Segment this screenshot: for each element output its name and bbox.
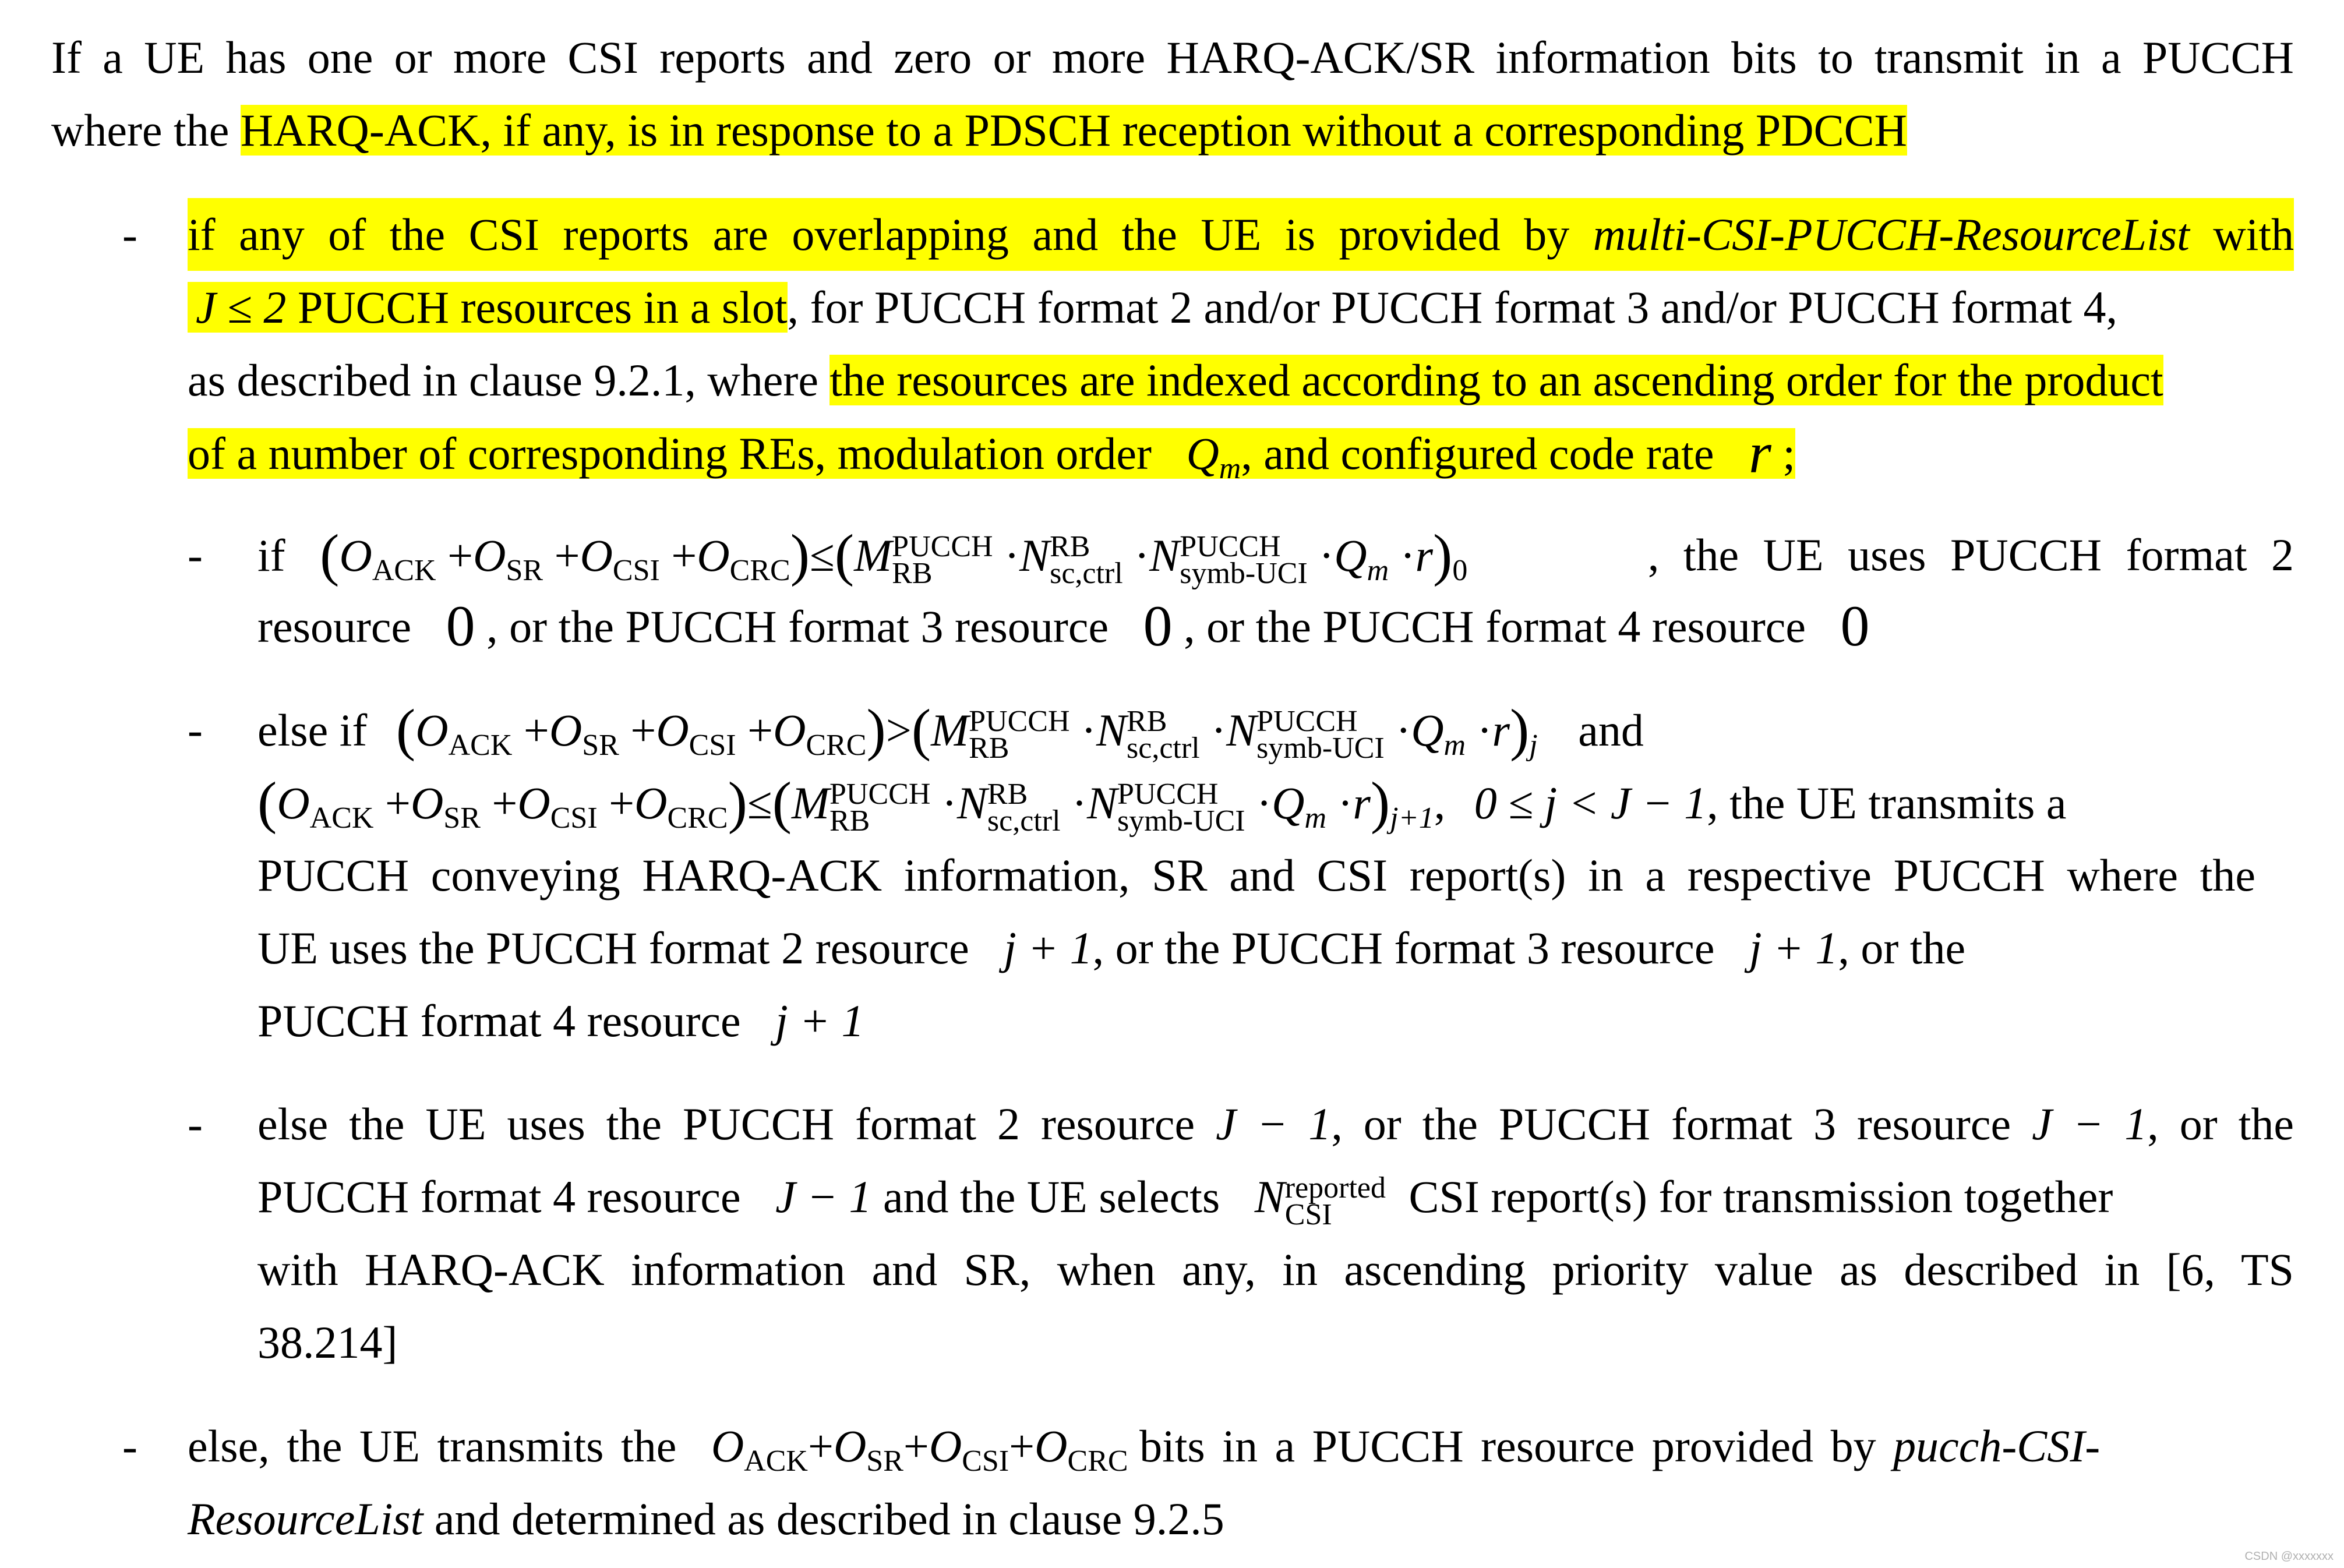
dot: · bbox=[941, 778, 957, 828]
n-symbol: N bbox=[1019, 530, 1050, 581]
sup-rb: RB bbox=[1050, 530, 1090, 564]
dot: · bbox=[1072, 778, 1088, 828]
paren-open: ( bbox=[911, 697, 931, 762]
n-symbol: N bbox=[1149, 530, 1180, 581]
r-symbol: r bbox=[1353, 778, 1371, 828]
sub-scctrl: sc,ctrl bbox=[987, 804, 1061, 838]
j-plus-1-math: j + 1 bbox=[1004, 923, 1093, 973]
intro-text-2-plain: where the bbox=[51, 105, 241, 156]
sub-3-text-4: 38.214] bbox=[257, 1317, 398, 1368]
bullet-2-line-1 bbox=[188, 1410, 2294, 1482]
j-leq-2-math: J ≤ 2 bbox=[196, 282, 287, 333]
crc-sub: CRC bbox=[667, 801, 728, 835]
sub-2-text-4b: , or the PUCCH format 3 resource bbox=[1092, 923, 1727, 973]
r-symbol: r bbox=[1415, 530, 1433, 581]
o-symbol: O bbox=[634, 778, 668, 828]
sub-rb: RB bbox=[829, 804, 870, 838]
dot: · bbox=[1319, 530, 1335, 581]
sub-3-line-2 bbox=[257, 1160, 2113, 1233]
sub-rb: RB bbox=[969, 732, 1009, 765]
paren-open: ( bbox=[320, 522, 340, 587]
dot: · bbox=[1211, 705, 1227, 755]
dot: · bbox=[1400, 530, 1415, 581]
paren-close: ) bbox=[1370, 770, 1390, 835]
plus: + bbox=[630, 705, 656, 755]
intro-text-2-highlight: HARQ-ACK, if any, is in response to a PDSCH reception without a corresponding PDCCH bbox=[240, 105, 1908, 156]
n-scripts bbox=[987, 778, 1061, 838]
sup-pucch: PUCCH bbox=[892, 530, 993, 564]
ack-sub: ACK bbox=[448, 729, 513, 762]
r-symbol: r bbox=[1748, 421, 1771, 485]
sub-3-text-2c: CSI report(s) for transmission together bbox=[1397, 1171, 2113, 1222]
bullet-2-dash: - bbox=[122, 1421, 137, 1471]
n-symbol: N bbox=[1254, 1171, 1285, 1222]
j-minus-1-math: J − 1 bbox=[775, 1171, 872, 1222]
m-subscript: m bbox=[1443, 729, 1466, 762]
sub-2-line-4 bbox=[257, 912, 1965, 984]
intro-text-1: If a UE has one or more CSI reports and zero or more HARQ-ACK/SR information bits to transmit in a PUCCH bbox=[51, 32, 2294, 83]
sub-0: 0 bbox=[1452, 554, 1468, 587]
sub-3-text-3: with HARQ-ACK information and SR, when any, in ascending priority value as described in [6, TS bbox=[257, 1244, 2294, 1295]
sub-2-text-5: PUCCH format 4 resource bbox=[257, 995, 753, 1046]
m-symbol: M bbox=[931, 705, 969, 755]
ack-sub: ACK bbox=[372, 554, 436, 587]
bullet-1-text-4c: ; bbox=[1771, 428, 1796, 479]
sup-rb: RB bbox=[987, 778, 1028, 811]
crc-sub: CRC bbox=[1067, 1445, 1128, 1478]
paren-open: ( bbox=[257, 770, 277, 835]
bullet-1-line-2 bbox=[188, 271, 2294, 344]
o-symbol: O bbox=[473, 530, 506, 581]
paren-close: ) bbox=[1433, 522, 1453, 587]
m-subscript: m bbox=[1367, 554, 1389, 587]
m-symbol: M bbox=[792, 778, 829, 828]
sub-3-dash: - bbox=[188, 1099, 203, 1149]
o-symbol: O bbox=[517, 778, 550, 828]
sup-rb: RB bbox=[1127, 705, 1167, 739]
sub-2-text-2-tail: , the UE transmits a bbox=[1707, 778, 2067, 828]
sub-2-line-2 bbox=[257, 766, 2066, 839]
o-symbol: O bbox=[929, 1421, 962, 1471]
sub-2-condition-2: $(O_{ACK} +O_{SR} +O_{CSI} +O_{CRC})\le(M$ PUCCH RB ·N RB sc,ctrl ·N PUCCH symb-UCI $\cdot Q_m \cdot r)_{j+1}$, bbox=[257, 770, 1457, 838]
bullet-1-line-1 bbox=[188, 198, 2294, 271]
paren-close: ) bbox=[728, 770, 747, 835]
bullet-1-line-2-highlight bbox=[188, 282, 788, 333]
n-symbol: N bbox=[1226, 705, 1257, 755]
paren-close: ) bbox=[866, 697, 886, 762]
o-symbol: O bbox=[773, 705, 806, 755]
m-scripts bbox=[892, 530, 993, 591]
n-symbol: N bbox=[1096, 705, 1127, 755]
plus: + bbox=[807, 1421, 834, 1471]
sub-3-text-2b: and the UE selects bbox=[871, 1171, 1231, 1222]
bullet-1-text-1a: if any of the CSI reports are overlapping and the UE is provided by bbox=[188, 209, 1593, 260]
o-symbol: O bbox=[1035, 1421, 1068, 1471]
m-subscript: m bbox=[1219, 452, 1241, 485]
sr-sub: SR bbox=[443, 801, 481, 835]
sub-2-and: and bbox=[1578, 705, 1644, 755]
plus: + bbox=[447, 530, 474, 581]
bullet-1-line-4 bbox=[188, 416, 1795, 489]
sub-3-line-1 bbox=[257, 1087, 2294, 1160]
o-symbol: O bbox=[339, 530, 372, 581]
watermark: CSDN @xxxxxxx bbox=[2244, 1550, 2334, 1563]
pucch-csi-resourcelist-part-1: pucch-CSI- bbox=[1893, 1421, 2101, 1471]
sub-scctrl: sc,ctrl bbox=[1127, 732, 1200, 765]
o-symbol: O bbox=[833, 1421, 867, 1471]
crc-sub: CRC bbox=[729, 554, 790, 587]
sub-3-text-1a: else the UE uses the PUCCH format 2 resource bbox=[257, 1099, 1216, 1149]
o-sum-math bbox=[694, 1421, 1139, 1478]
gt: > bbox=[885, 705, 912, 755]
o-symbol: O bbox=[415, 705, 449, 755]
o-symbol: O bbox=[277, 778, 310, 828]
dot: · bbox=[1477, 705, 1492, 755]
sub-1-text-2c: , or the PUCCH format 4 resource bbox=[1172, 601, 1817, 652]
bullet-1-text-3-hl: the resources are indexed according to an ascending order for the product bbox=[829, 355, 2163, 405]
sub-1-if: if bbox=[257, 530, 285, 581]
j-plus-1-math: j + 1 bbox=[1749, 923, 1838, 973]
csi-sub: CSI bbox=[612, 554, 660, 587]
j-minus-1-math: J − 1 bbox=[1216, 1099, 1332, 1149]
paren-open: ( bbox=[772, 770, 792, 835]
sub-3-line-3 bbox=[257, 1233, 2294, 1306]
sub-j-plus-1: j+1 bbox=[1390, 801, 1434, 835]
bullet-1-text-2-hl: PUCCH resources in a slot bbox=[286, 282, 788, 333]
csi-sub: CSI bbox=[689, 729, 736, 762]
dot: · bbox=[1337, 778, 1353, 828]
sub-scctrl: sc,ctrl bbox=[1050, 557, 1123, 591]
n-scripts bbox=[1050, 530, 1123, 591]
q-symbol: Q bbox=[1186, 428, 1219, 479]
dot: · bbox=[1004, 530, 1020, 581]
m-subscript: m bbox=[1304, 801, 1326, 835]
sup-pucch: PUCCH bbox=[829, 778, 931, 811]
o-symbol: O bbox=[656, 705, 689, 755]
o-symbol: O bbox=[410, 778, 444, 828]
sub-1-text-2b: , or the PUCCH format 3 resource bbox=[475, 601, 1120, 652]
dot: · bbox=[1134, 530, 1150, 581]
sup-pucch: PUCCH bbox=[1180, 530, 1281, 564]
sub-rb: RB bbox=[892, 557, 933, 591]
bullet-1-text-3-plain: as described in clause 9.2.1, where bbox=[188, 355, 830, 405]
sub-j: j bbox=[1529, 729, 1538, 762]
n-scripts-2 bbox=[1256, 705, 1385, 765]
plus: + bbox=[609, 778, 635, 828]
sr-sub: SR bbox=[582, 729, 619, 762]
o-symbol: O bbox=[580, 530, 613, 581]
intro-line-2 bbox=[51, 94, 1907, 167]
sub-1-tail: , the UE uses PUCCH format 2 bbox=[1647, 529, 2294, 580]
n-scripts-2 bbox=[1180, 530, 1308, 591]
n-symbol: N bbox=[956, 778, 987, 828]
sub-1-dash: - bbox=[188, 529, 203, 580]
bullet-2-text-1a: else, the UE transmits the bbox=[188, 1421, 694, 1471]
dot: · bbox=[1396, 705, 1411, 755]
paren-close: ) bbox=[1509, 697, 1530, 762]
sup-pucch: PUCCH bbox=[1117, 778, 1219, 811]
plus: + bbox=[1009, 1421, 1035, 1471]
sub-symbuci: symb-UCI bbox=[1117, 804, 1245, 838]
m-scripts bbox=[829, 778, 931, 838]
sub-2-text-4a: UE uses the PUCCH format 2 resource bbox=[257, 923, 981, 973]
plus: + bbox=[671, 530, 697, 581]
sub-symbuci: symb-UCI bbox=[1180, 557, 1308, 591]
zero-math: 0 bbox=[1143, 594, 1173, 658]
sub-1-line-2 bbox=[257, 589, 1870, 662]
bullet-1-text-1b: with bbox=[2189, 209, 2294, 260]
bullet-1-text-4a: of a number of corresponding REs, modulation order bbox=[188, 428, 1163, 479]
zero-math: 0 bbox=[446, 594, 475, 658]
m-scripts bbox=[969, 705, 1070, 765]
sr-sub: SR bbox=[866, 1445, 903, 1478]
plus: + bbox=[554, 530, 580, 581]
n-csi-scripts bbox=[1284, 1171, 1386, 1232]
sub-2-condition-1 bbox=[379, 697, 1549, 765]
q-symbol: Q bbox=[1272, 778, 1305, 828]
ack-sub: ACK bbox=[309, 801, 374, 835]
sub-2-elseif: else if bbox=[257, 705, 368, 755]
o-symbol: O bbox=[697, 530, 730, 581]
bullet-1-line-4-highlight bbox=[188, 421, 1796, 485]
zero-math: 0 bbox=[1840, 594, 1870, 658]
plus: + bbox=[384, 778, 411, 828]
leq: ≤ bbox=[810, 530, 835, 581]
plus: + bbox=[903, 1421, 929, 1471]
sub-2-text-3: PUCCH conveying HARQ-ACK information, SR and CSI report(s) in a respective PUCCH where the bbox=[257, 850, 2255, 900]
bullet-1-dash: - bbox=[122, 209, 137, 260]
dot: · bbox=[1256, 778, 1272, 828]
bullet-2-line-2 bbox=[188, 1482, 1224, 1555]
sub-csi: CSI bbox=[1284, 1198, 1332, 1232]
sub-2-line-1 bbox=[257, 693, 1644, 766]
sub-3-text-1c: , or the bbox=[2147, 1099, 2294, 1149]
bullet-2-text-1b: bits in a PUCCH resource provided by bbox=[1139, 1421, 1894, 1471]
o-symbol: O bbox=[549, 705, 583, 755]
csi-sub: CSI bbox=[550, 801, 598, 835]
n-symbol: N bbox=[1087, 778, 1118, 828]
n-scripts bbox=[1127, 705, 1200, 765]
paren-close: ) bbox=[790, 522, 810, 587]
m-symbol: M bbox=[854, 530, 892, 581]
bullet-1-text-4b: , and configured code rate bbox=[1241, 428, 1725, 479]
j-minus-1-math: J − 1 bbox=[2032, 1099, 2148, 1149]
n-csi-reported-math bbox=[1254, 1171, 1386, 1232]
sub-2-text-4c: , or the bbox=[1838, 923, 1966, 973]
sub-3-text-2a: PUCCH format 4 resource bbox=[257, 1171, 753, 1222]
j-plus-1-math: j + 1 bbox=[775, 995, 864, 1046]
q-symbol: Q bbox=[1334, 530, 1367, 581]
pucch-csi-resourcelist-part-2: ResourceList bbox=[188, 1493, 423, 1544]
sub-1-condition bbox=[296, 522, 1468, 591]
paren-open: ( bbox=[396, 697, 416, 762]
range-math: 0 ≤ j < J − 1 bbox=[1474, 778, 1707, 828]
sub-1-line-1-tail bbox=[1648, 518, 2294, 591]
bullet-1-text-2-plain: , for PUCCH format 2 and/or PUCCH format 3 and/or PUCCH format 4, bbox=[787, 282, 2118, 333]
multi-csi-pucch-resourcelist: multi-CSI-PUCCH-ResourceList bbox=[1593, 209, 2190, 260]
sub-1-text-2a: resource bbox=[257, 601, 423, 652]
sub-symbuci: symb-UCI bbox=[1256, 732, 1385, 765]
sub-2-line-5 bbox=[257, 984, 864, 1057]
n-scripts-2 bbox=[1117, 778, 1245, 838]
sub-2-line-3 bbox=[257, 839, 2255, 912]
sup-reported: reported bbox=[1284, 1171, 1386, 1205]
o-symbol: O bbox=[711, 1421, 744, 1471]
plus: + bbox=[747, 705, 774, 755]
sup-pucch: PUCCH bbox=[969, 705, 1070, 739]
bullet-2-text-2: and determined as described in clause 9.2.5 bbox=[423, 1493, 1224, 1544]
dot: · bbox=[1081, 705, 1096, 755]
leq: ≤ bbox=[747, 778, 772, 828]
csi-sub: CSI bbox=[962, 1445, 1009, 1478]
ack-sub: ACK bbox=[744, 1445, 808, 1478]
intro-line-1 bbox=[51, 21, 2294, 94]
sup-pucch: PUCCH bbox=[1256, 705, 1358, 739]
sub-2-dash: - bbox=[188, 704, 203, 755]
plus: + bbox=[523, 705, 549, 755]
sub-3-text-1b: , or the PUCCH format 3 resource bbox=[1331, 1099, 2032, 1149]
sub-3-line-4 bbox=[257, 1306, 397, 1379]
q-symbol: Q bbox=[1411, 705, 1444, 755]
sr-sub: SR bbox=[506, 554, 543, 587]
qm-math bbox=[1186, 428, 1241, 485]
paren-open: ( bbox=[834, 522, 855, 587]
bullet-1-line-3 bbox=[188, 344, 2163, 416]
r-symbol: r bbox=[1492, 705, 1510, 755]
plus: + bbox=[492, 778, 518, 828]
crc-sub: CRC bbox=[806, 729, 867, 762]
